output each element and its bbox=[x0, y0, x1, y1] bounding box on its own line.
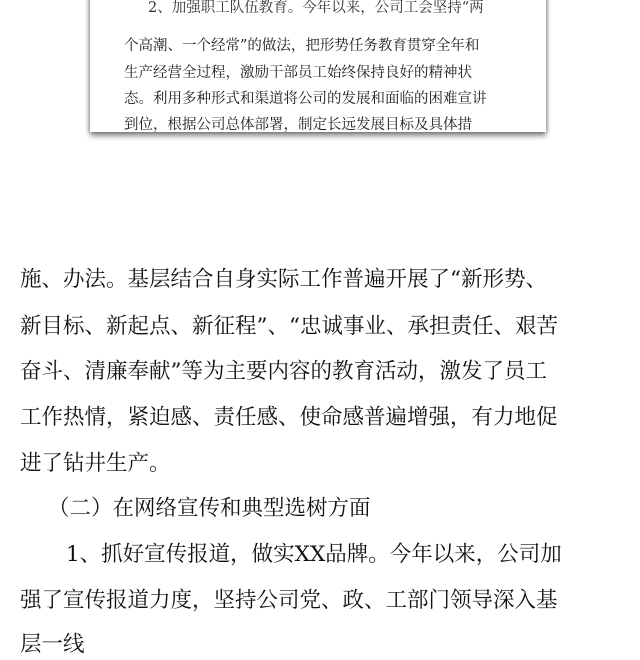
body-text-line: 奋斗、清廉奉献”等为主要内容的教育活动，激发了员工 bbox=[20, 359, 547, 384]
page-card bbox=[90, 0, 546, 132]
card-text-line: 生产经营全过程，激励干部员工始终保持良好的精神状 bbox=[124, 65, 472, 81]
card-text-line: 到位，根据公司总体部署，制定长远发展目标及具体措 bbox=[124, 117, 472, 132]
body-text-line: 层一线 bbox=[20, 632, 85, 657]
body-text-line: 强了宣传报道力度，坚持公司党、政、工部门领导深入基 bbox=[20, 588, 558, 613]
card-text-line: 态。利用多种形式和渠道将公司的发展和面临的困难宣讲 bbox=[124, 91, 487, 107]
body-text-line: 进了钻井生产。 bbox=[20, 451, 171, 476]
body-text-line: 工作热情，紧迫感、责任感、使命感普遍增强，有力地促 bbox=[20, 405, 558, 430]
body-text-line: 施、办法。基层结合自身实际工作普遍开展了“新形势、 bbox=[20, 267, 547, 292]
card-text-line: 个高潮、一个经常”的做法，把形势任务教育贯穿全年和 bbox=[124, 38, 480, 54]
section-heading: （二）在网络宣传和典型选树方面 bbox=[48, 496, 371, 521]
body-text-line: 新目标、新起点、新征程”、“忠诚事业、承担责任、艰苦 bbox=[20, 314, 558, 339]
card-text-line: 2、加强职工队伍教育。今年以来，公司工会坚持“两 bbox=[148, 0, 484, 16]
body-text-line: 1、抓好宣传报道，做实XX品牌。今年以来，公司加 bbox=[66, 542, 562, 567]
